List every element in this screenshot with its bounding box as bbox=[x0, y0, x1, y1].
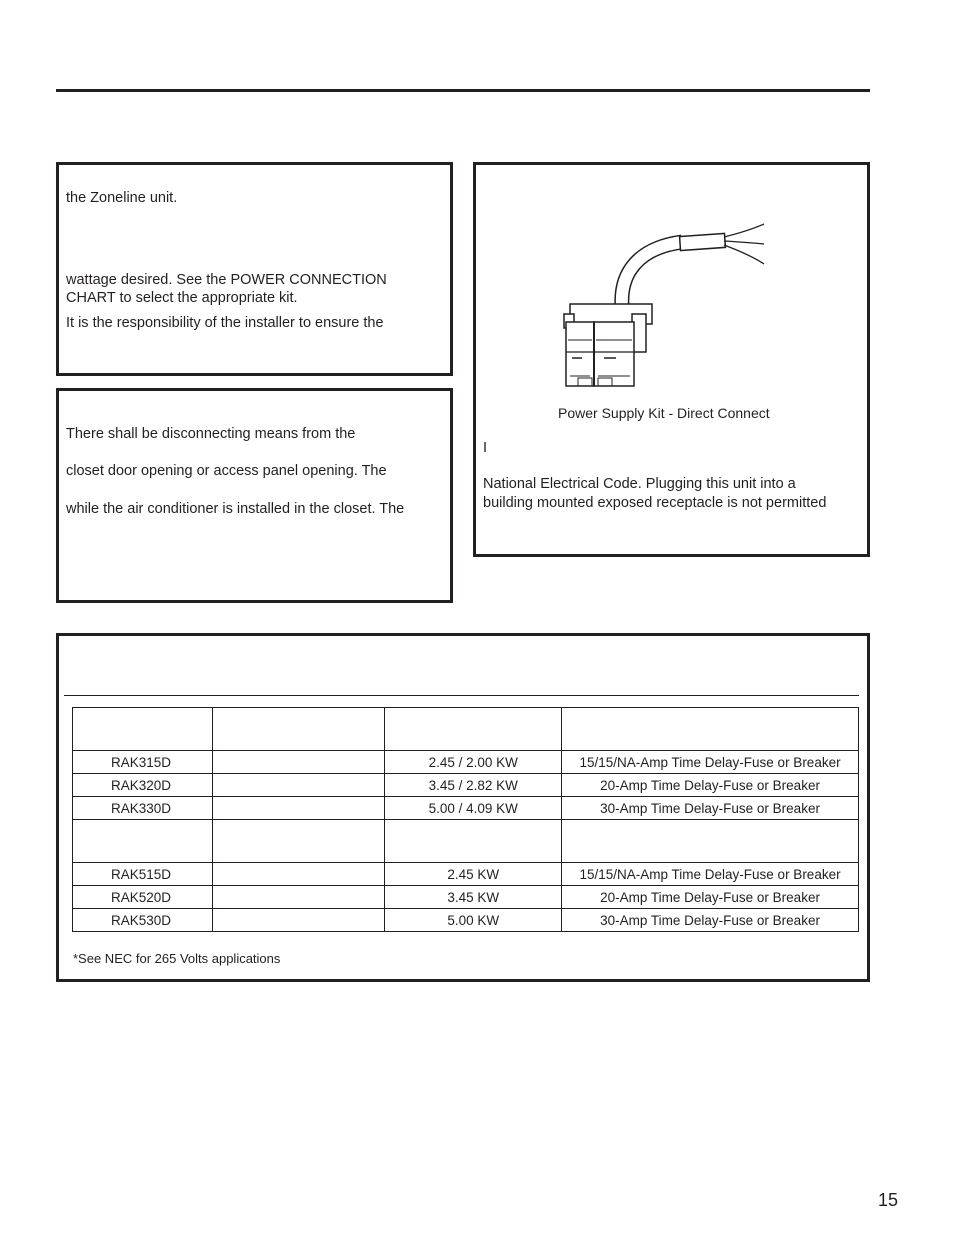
disconnect-box bbox=[56, 388, 453, 603]
fuse-cell: 20-Amp Time Delay-Fuse or Breaker bbox=[562, 886, 859, 909]
heater-kw-cell: 2.45 / 2.00 KW bbox=[385, 751, 562, 774]
fuse-cell: 20-Amp Time Delay-Fuse or Breaker bbox=[562, 774, 859, 797]
disconnect-text-3: while the air conditioner is installed in the closet. The bbox=[66, 501, 405, 517]
kit-selection-text-1: the Zoneline unit. bbox=[66, 190, 178, 206]
model-cell: RAK520D bbox=[73, 886, 213, 909]
fuse-cell: 15/15/NA-Amp Time Delay-Fuse or Breaker bbox=[562, 751, 859, 774]
kit-caption: Power Supply Kit - Direct Connect bbox=[558, 405, 770, 421]
heater-kw-cell: 5.00 / 4.09 KW bbox=[385, 797, 562, 820]
kit-selection-text-3: CHART to select the appropriate kit. bbox=[66, 290, 298, 306]
table-row bbox=[73, 909, 859, 932]
kit-text-2: National Electrical Code. Plugging this unit into a bbox=[483, 476, 796, 492]
model-cell: RAK330D bbox=[73, 797, 213, 820]
table-row bbox=[73, 886, 859, 909]
page-number: 15 bbox=[878, 1190, 899, 1210]
fuse-cell: 30-Amp Time Delay-Fuse or Breaker bbox=[562, 909, 859, 932]
kit-text-1: I bbox=[483, 440, 488, 456]
disconnect-text-2: closet door opening or access panel opening. The bbox=[66, 463, 387, 479]
model-cell: RAK315D bbox=[73, 751, 213, 774]
header-rule bbox=[56, 89, 870, 92]
fuse-cell: 15/15/NA-Amp Time Delay-Fuse or Breaker bbox=[562, 863, 859, 886]
table-row bbox=[73, 863, 859, 886]
fuse-cell: 30-Amp Time Delay-Fuse or Breaker bbox=[562, 797, 859, 820]
model-cell: RAK515D bbox=[73, 863, 213, 886]
table-row bbox=[73, 797, 859, 820]
chart-header-rule bbox=[64, 695, 859, 696]
chart-header-row-1 bbox=[73, 708, 859, 751]
heater-kw-cell: 5.00 KW bbox=[385, 909, 562, 932]
model-cell: RAK320D bbox=[73, 774, 213, 797]
power-connection-chart bbox=[72, 707, 859, 932]
kit-selection-text-2: wattage desired. See the POWER CONNECTION bbox=[66, 272, 387, 288]
kit-text-3: building mounted exposed receptacle is not permitted bbox=[483, 495, 827, 511]
heater-kw-cell: 3.45 KW bbox=[385, 886, 562, 909]
chart-footnote: *See NEC for 265 Volts applications bbox=[73, 951, 281, 966]
table-row bbox=[73, 774, 859, 797]
heater-kw-cell: 3.45 / 2.82 KW bbox=[385, 774, 562, 797]
chart-header-row-2 bbox=[73, 820, 859, 863]
kit-selection-text-4: It is the responsibility of the installer to ensure the bbox=[66, 315, 384, 331]
table-row bbox=[73, 751, 859, 774]
heater-kw-cell: 2.45 KW bbox=[385, 863, 562, 886]
power-supply-kit-illustration bbox=[560, 218, 770, 398]
disconnect-text-1: There shall be disconnecting means from the bbox=[66, 426, 356, 442]
model-cell: RAK530D bbox=[73, 909, 213, 932]
